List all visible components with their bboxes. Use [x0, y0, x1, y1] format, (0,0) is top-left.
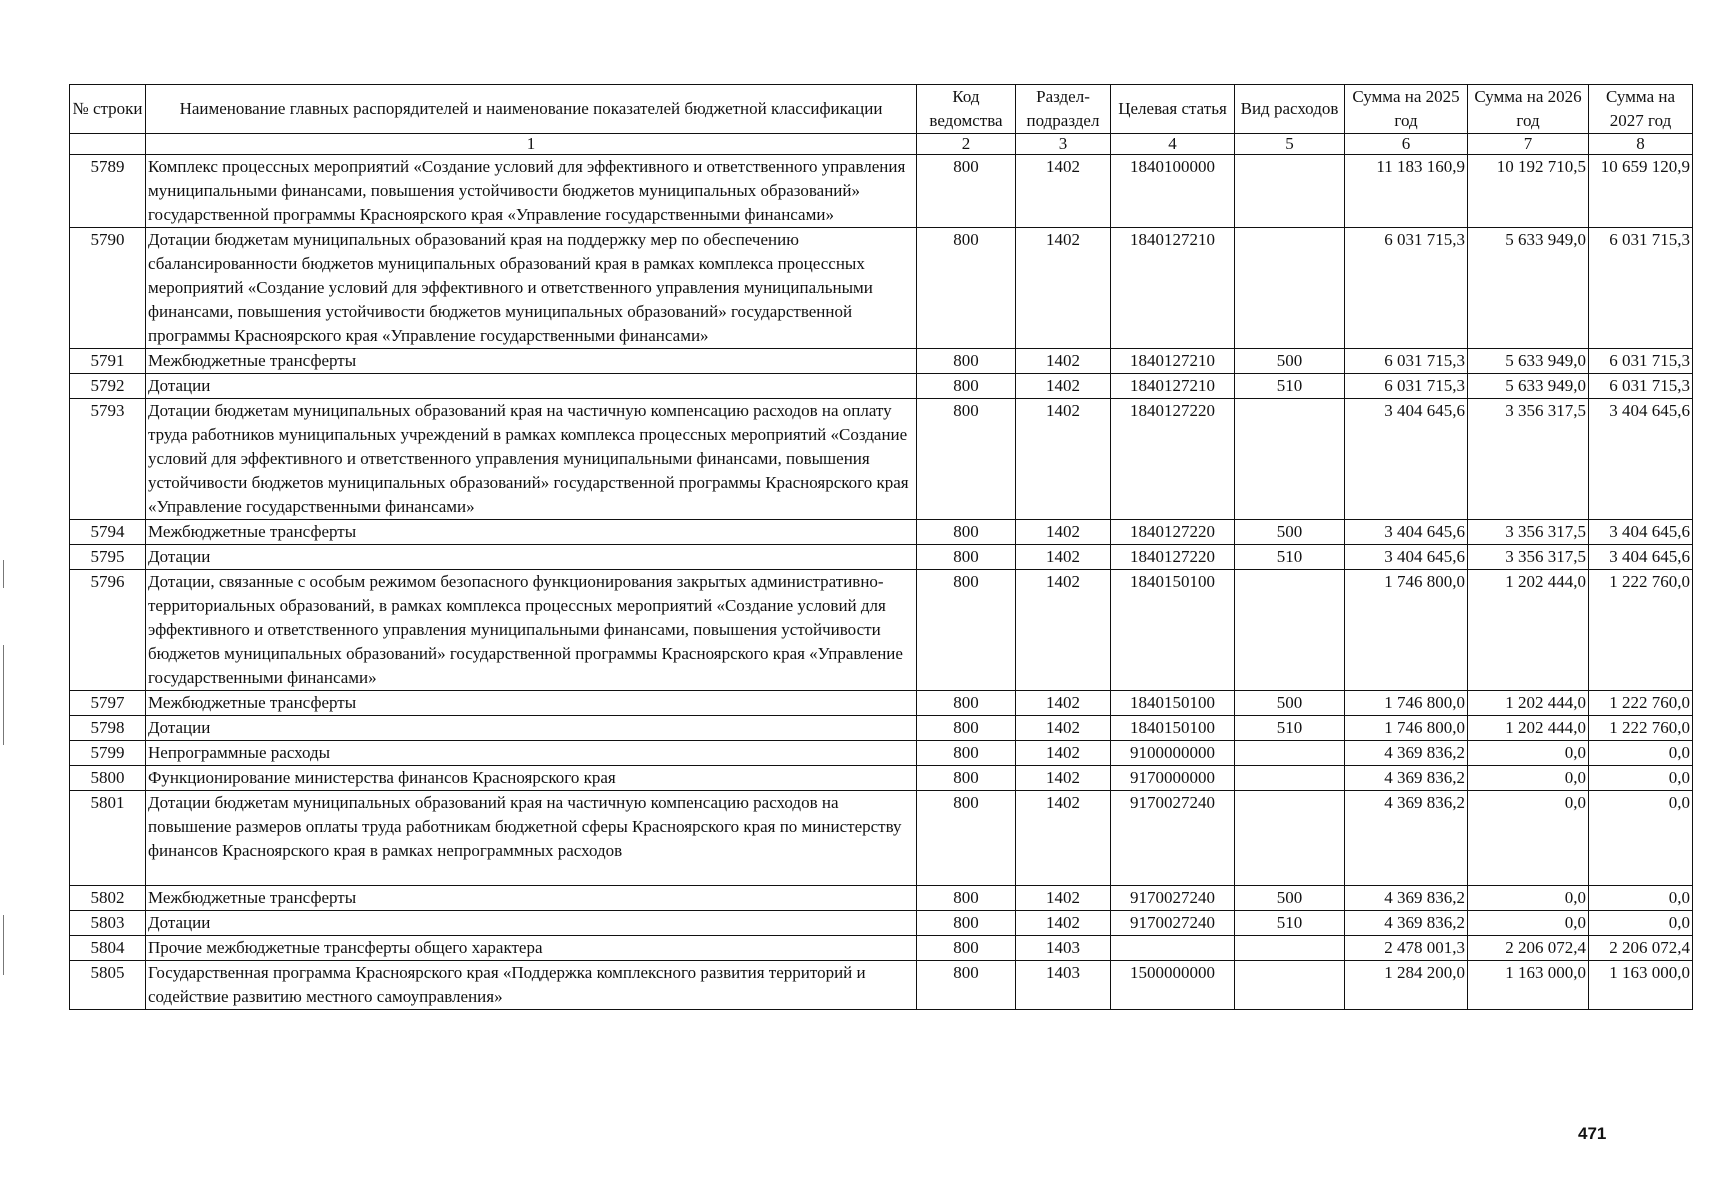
column-number: 4 — [1111, 134, 1235, 155]
exp-type-cell: 510 — [1235, 716, 1345, 741]
exp-type-cell — [1235, 766, 1345, 791]
sum-2025-cell: 11 183 160,9 — [1345, 155, 1468, 228]
sum-2027-cell: 3 404 645,6 — [1589, 399, 1693, 520]
sum-2025-cell: 4 369 836,2 — [1345, 886, 1468, 911]
table-body — [70, 155, 1693, 1010]
row-number-cell: 5796 — [70, 570, 146, 691]
table-row — [70, 228, 1693, 349]
section-code-cell: 1402 — [1016, 520, 1111, 545]
row-number-cell: 5803 — [70, 911, 146, 936]
budget-table — [69, 84, 1693, 1010]
sum-2025-cell: 3 404 645,6 — [1345, 399, 1468, 520]
sum-2027-cell: 6 031 715,3 — [1589, 374, 1693, 399]
sum-2027-cell: 1 222 760,0 — [1589, 691, 1693, 716]
exp-type-cell: 500 — [1235, 691, 1345, 716]
sum-2025-cell: 4 369 836,2 — [1345, 791, 1468, 886]
table-row — [70, 936, 1693, 961]
sum-2025-cell: 4 369 836,2 — [1345, 741, 1468, 766]
table-row — [70, 766, 1693, 791]
row-number-cell: 5789 — [70, 155, 146, 228]
exp-type-cell — [1235, 399, 1345, 520]
table-row — [70, 911, 1693, 936]
header-dept-code: Код ведомства — [917, 85, 1016, 134]
scan-edge-mark — [3, 560, 4, 588]
scan-edge-mark — [3, 915, 4, 975]
exp-type-cell: 510 — [1235, 374, 1345, 399]
dept-code-cell: 800 — [917, 155, 1016, 228]
target-code-cell: 1840127220 — [1111, 545, 1235, 570]
table-row — [70, 716, 1693, 741]
exp-type-cell — [1235, 570, 1345, 691]
row-name-cell: Дотации — [146, 716, 917, 741]
row-name-cell: Межбюджетные трансферты — [146, 520, 917, 545]
section-code-cell: 1402 — [1016, 155, 1111, 228]
table-row — [70, 691, 1693, 716]
sum-2027-cell: 0,0 — [1589, 886, 1693, 911]
exp-type-cell — [1235, 791, 1345, 886]
table-row — [70, 349, 1693, 374]
target-code-cell: 1500000000 — [1111, 961, 1235, 1010]
section-code-cell: 1402 — [1016, 228, 1111, 349]
row-name-cell: Комплекс процессных мероприятий «Создание условий для эффективного и ответственного управления муниципальными финансами, повышения устойчивости бюджетов муниципальных образований» государственной программы Красноярского края «Управление государственными финансами» — [146, 155, 917, 228]
table-row — [70, 570, 1693, 691]
section-code-cell: 1402 — [1016, 911, 1111, 936]
sum-2025-cell: 1 746 800,0 — [1345, 570, 1468, 691]
row-number-cell: 5801 — [70, 791, 146, 886]
target-code-cell: 1840150100 — [1111, 570, 1235, 691]
exp-type-cell — [1235, 155, 1345, 228]
sum-2025-cell: 1 746 800,0 — [1345, 716, 1468, 741]
row-name-cell: Непрограммные расходы — [146, 741, 917, 766]
section-code-cell: 1402 — [1016, 741, 1111, 766]
row-name-cell: Государственная программа Красноярского края «Поддержка комплексного развития территорий и содействие развитию местного самоуправления» — [146, 961, 917, 1010]
row-name-cell: Функционирование министерства финансов Красноярского края — [146, 766, 917, 791]
row-name-cell: Дотации — [146, 374, 917, 399]
dept-code-cell: 800 — [917, 936, 1016, 961]
row-name-cell: Дотации, связанные с особым режимом безопасного функционирования закрытых административно-территориальных образований, в рамках комплекса процессных мероприятий «Создание условий для эффективного и ответственного управления муниципальными финансами, повышения устойчивости бюджетов муниципальных образований» государственной программы Красноярского края «Управление государственными финансами» — [146, 570, 917, 691]
header-target: Целевая статья — [1111, 85, 1235, 134]
sum-2027-cell: 1 222 760,0 — [1589, 570, 1693, 691]
page-number: 471 — [1578, 1124, 1607, 1143]
target-code-cell: 1840150100 — [1111, 716, 1235, 741]
table-row — [70, 545, 1693, 570]
row-number-cell: 5794 — [70, 520, 146, 545]
row-name-cell: Дотации бюджетам муниципальных образований края на частичную компенсацию расходов на оплату труда работников муниципальных учреждений в рамках комплекса процессных мероприятий «Создание условий для эффективного и ответственного управления муниципальными финансами, повышения устойчивости бюджетов муниципальных образований» государственной программы Красноярского края «Управление государственными финансами» — [146, 399, 917, 520]
column-number: 1 — [146, 134, 917, 155]
sum-2026-cell: 1 202 444,0 — [1468, 716, 1589, 741]
row-number-cell: 5792 — [70, 374, 146, 399]
target-code-cell: 1840100000 — [1111, 155, 1235, 228]
header-exp-type: Вид расходов — [1235, 85, 1345, 134]
row-name-cell: Дотации — [146, 911, 917, 936]
row-name-cell: Межбюджетные трансферты — [146, 349, 917, 374]
sum-2025-cell: 2 478 001,3 — [1345, 936, 1468, 961]
section-code-cell: 1403 — [1016, 961, 1111, 1010]
target-code-cell: 1840127210 — [1111, 228, 1235, 349]
table-row — [70, 741, 1693, 766]
exp-type-cell: 500 — [1235, 349, 1345, 374]
sum-2027-cell: 6 031 715,3 — [1589, 349, 1693, 374]
sum-2026-cell: 2 206 072,4 — [1468, 936, 1589, 961]
row-number-cell: 5793 — [70, 399, 146, 520]
header-sum-2027: Сумма на 2027 год — [1589, 85, 1693, 134]
row-number-cell: 5798 — [70, 716, 146, 741]
row-number-cell: 5805 — [70, 961, 146, 1010]
sum-2026-cell: 0,0 — [1468, 741, 1589, 766]
sum-2027-cell: 3 404 645,6 — [1589, 545, 1693, 570]
sum-2027-cell: 1 222 760,0 — [1589, 716, 1693, 741]
section-code-cell: 1402 — [1016, 886, 1111, 911]
sum-2027-cell: 10 659 120,9 — [1589, 155, 1693, 228]
exp-type-cell: 500 — [1235, 520, 1345, 545]
header-sum-2026: Сумма на 2026 год — [1468, 85, 1589, 134]
section-code-cell: 1402 — [1016, 570, 1111, 691]
section-code-cell: 1402 — [1016, 349, 1111, 374]
sum-2026-cell: 3 356 317,5 — [1468, 545, 1589, 570]
section-code-cell: 1402 — [1016, 791, 1111, 886]
sum-2026-cell: 5 633 949,0 — [1468, 374, 1589, 399]
dept-code-cell: 800 — [917, 374, 1016, 399]
sum-2025-cell: 3 404 645,6 — [1345, 545, 1468, 570]
target-code-cell: 1840127220 — [1111, 399, 1235, 520]
sum-2027-cell: 2 206 072,4 — [1589, 936, 1693, 961]
table-row — [70, 791, 1693, 886]
dept-code-cell: 800 — [917, 228, 1016, 349]
row-name-cell: Прочие межбюджетные трансферты общего характера — [146, 936, 917, 961]
target-code-cell: 1840127220 — [1111, 520, 1235, 545]
sum-2025-cell: 4 369 836,2 — [1345, 766, 1468, 791]
sum-2026-cell: 5 633 949,0 — [1468, 228, 1589, 349]
dept-code-cell: 800 — [917, 691, 1016, 716]
exp-type-cell — [1235, 936, 1345, 961]
column-number: 6 — [1345, 134, 1468, 155]
header-row — [70, 85, 1693, 134]
section-code-cell: 1402 — [1016, 766, 1111, 791]
header-name: Наименование главных распорядителей и наименование показателей бюджетной классификации — [146, 85, 917, 134]
row-number-cell: 5799 — [70, 741, 146, 766]
table-row — [70, 399, 1693, 520]
section-code-cell: 1402 — [1016, 399, 1111, 520]
column-number: 5 — [1235, 134, 1345, 155]
dept-code-cell: 800 — [917, 716, 1016, 741]
sum-2027-cell: 0,0 — [1589, 741, 1693, 766]
target-code-cell: 1840127210 — [1111, 349, 1235, 374]
sum-2026-cell: 0,0 — [1468, 911, 1589, 936]
target-code-cell: 1840127210 — [1111, 374, 1235, 399]
sum-2025-cell: 1 284 200,0 — [1345, 961, 1468, 1010]
section-code-cell: 1402 — [1016, 691, 1111, 716]
header-sum-2025: Сумма на 2025 год — [1345, 85, 1468, 134]
sum-2026-cell: 5 633 949,0 — [1468, 349, 1589, 374]
target-code-cell: 1840150100 — [1111, 691, 1235, 716]
sum-2027-cell: 0,0 — [1589, 766, 1693, 791]
target-code-cell: 9170027240 — [1111, 791, 1235, 886]
target-code-cell: 9170000000 — [1111, 766, 1235, 791]
section-code-cell: 1403 — [1016, 936, 1111, 961]
row-number-cell: 5791 — [70, 349, 146, 374]
dept-code-cell: 800 — [917, 399, 1016, 520]
sum-2026-cell: 10 192 710,5 — [1468, 155, 1589, 228]
dept-code-cell: 800 — [917, 886, 1016, 911]
sum-2027-cell: 1 163 000,0 — [1589, 961, 1693, 1010]
sum-2026-cell: 1 202 444,0 — [1468, 691, 1589, 716]
header-section: Раздел-подраздел — [1016, 85, 1111, 134]
row-number-cell: 5800 — [70, 766, 146, 791]
exp-type-cell: 500 — [1235, 886, 1345, 911]
column-number: 8 — [1589, 134, 1693, 155]
row-name-cell: Дотации бюджетам муниципальных образований края на поддержку мер по обеспечению сбалансированности бюджетов муниципальных образований края в рамках комплекса процессных мероприятий «Создание условий для эффективного и ответственного управления муниципальными финансами, повышения устойчивости бюджетов муниципальных образований» государственной программы Красноярского края «Управление государственными финансами» — [146, 228, 917, 349]
dept-code-cell: 800 — [917, 911, 1016, 936]
row-number-cell: 5797 — [70, 691, 146, 716]
sum-2025-cell: 6 031 715,3 — [1345, 374, 1468, 399]
sum-2025-cell: 3 404 645,6 — [1345, 520, 1468, 545]
dept-code-cell: 800 — [917, 791, 1016, 886]
sum-2026-cell: 0,0 — [1468, 791, 1589, 886]
sum-2026-cell: 3 356 317,5 — [1468, 399, 1589, 520]
exp-type-cell — [1235, 741, 1345, 766]
sum-2025-cell: 4 369 836,2 — [1345, 911, 1468, 936]
exp-type-cell: 510 — [1235, 911, 1345, 936]
header-row-no: № строки — [70, 85, 146, 134]
row-number-cell: 5802 — [70, 886, 146, 911]
sum-2025-cell: 6 031 715,3 — [1345, 228, 1468, 349]
table-row — [70, 886, 1693, 911]
dept-code-cell: 800 — [917, 766, 1016, 791]
exp-type-cell: 510 — [1235, 545, 1345, 570]
section-code-cell: 1402 — [1016, 545, 1111, 570]
column-number — [70, 134, 146, 155]
column-number: 7 — [1468, 134, 1589, 155]
dept-code-cell: 800 — [917, 570, 1016, 691]
dept-code-cell: 800 — [917, 741, 1016, 766]
table-row — [70, 961, 1693, 1010]
scan-edge-mark — [3, 645, 4, 745]
exp-type-cell — [1235, 961, 1345, 1010]
sum-2026-cell: 1 163 000,0 — [1468, 961, 1589, 1010]
dept-code-cell: 800 — [917, 520, 1016, 545]
sum-2026-cell: 0,0 — [1468, 886, 1589, 911]
sum-2026-cell: 0,0 — [1468, 766, 1589, 791]
dept-code-cell: 800 — [917, 961, 1016, 1010]
dept-code-cell: 800 — [917, 349, 1016, 374]
row-name-cell: Межбюджетные трансферты — [146, 886, 917, 911]
row-name-cell: Дотации — [146, 545, 917, 570]
section-code-cell: 1402 — [1016, 374, 1111, 399]
target-code-cell: 9170027240 — [1111, 886, 1235, 911]
target-code-cell: 9100000000 — [1111, 741, 1235, 766]
sum-2026-cell: 3 356 317,5 — [1468, 520, 1589, 545]
row-number-cell: 5790 — [70, 228, 146, 349]
sum-2027-cell: 0,0 — [1589, 911, 1693, 936]
dept-code-cell: 800 — [917, 545, 1016, 570]
row-name-cell: Дотации бюджетам муниципальных образований края на частичную компенсацию расходов на повышение размеров оплаты труда работникам бюджетной сферы Красноярского края по министерству финансов Красноярского края в рамках непрограммных расходов — [146, 791, 917, 886]
target-code-cell — [1111, 936, 1235, 961]
column-number-row — [70, 134, 1693, 155]
section-code-cell: 1402 — [1016, 716, 1111, 741]
table-row — [70, 155, 1693, 228]
table-row — [70, 374, 1693, 399]
sum-2025-cell: 1 746 800,0 — [1345, 691, 1468, 716]
row-name-cell: Межбюджетные трансферты — [146, 691, 917, 716]
row-number-cell: 5795 — [70, 545, 146, 570]
table-row — [70, 520, 1693, 545]
target-code-cell: 9170027240 — [1111, 911, 1235, 936]
exp-type-cell — [1235, 228, 1345, 349]
sum-2027-cell: 6 031 715,3 — [1589, 228, 1693, 349]
sum-2027-cell: 3 404 645,6 — [1589, 520, 1693, 545]
sum-2025-cell: 6 031 715,3 — [1345, 349, 1468, 374]
sum-2026-cell: 1 202 444,0 — [1468, 570, 1589, 691]
row-number-cell: 5804 — [70, 936, 146, 961]
sum-2027-cell: 0,0 — [1589, 791, 1693, 886]
column-number: 3 — [1016, 134, 1111, 155]
column-number: 2 — [917, 134, 1016, 155]
